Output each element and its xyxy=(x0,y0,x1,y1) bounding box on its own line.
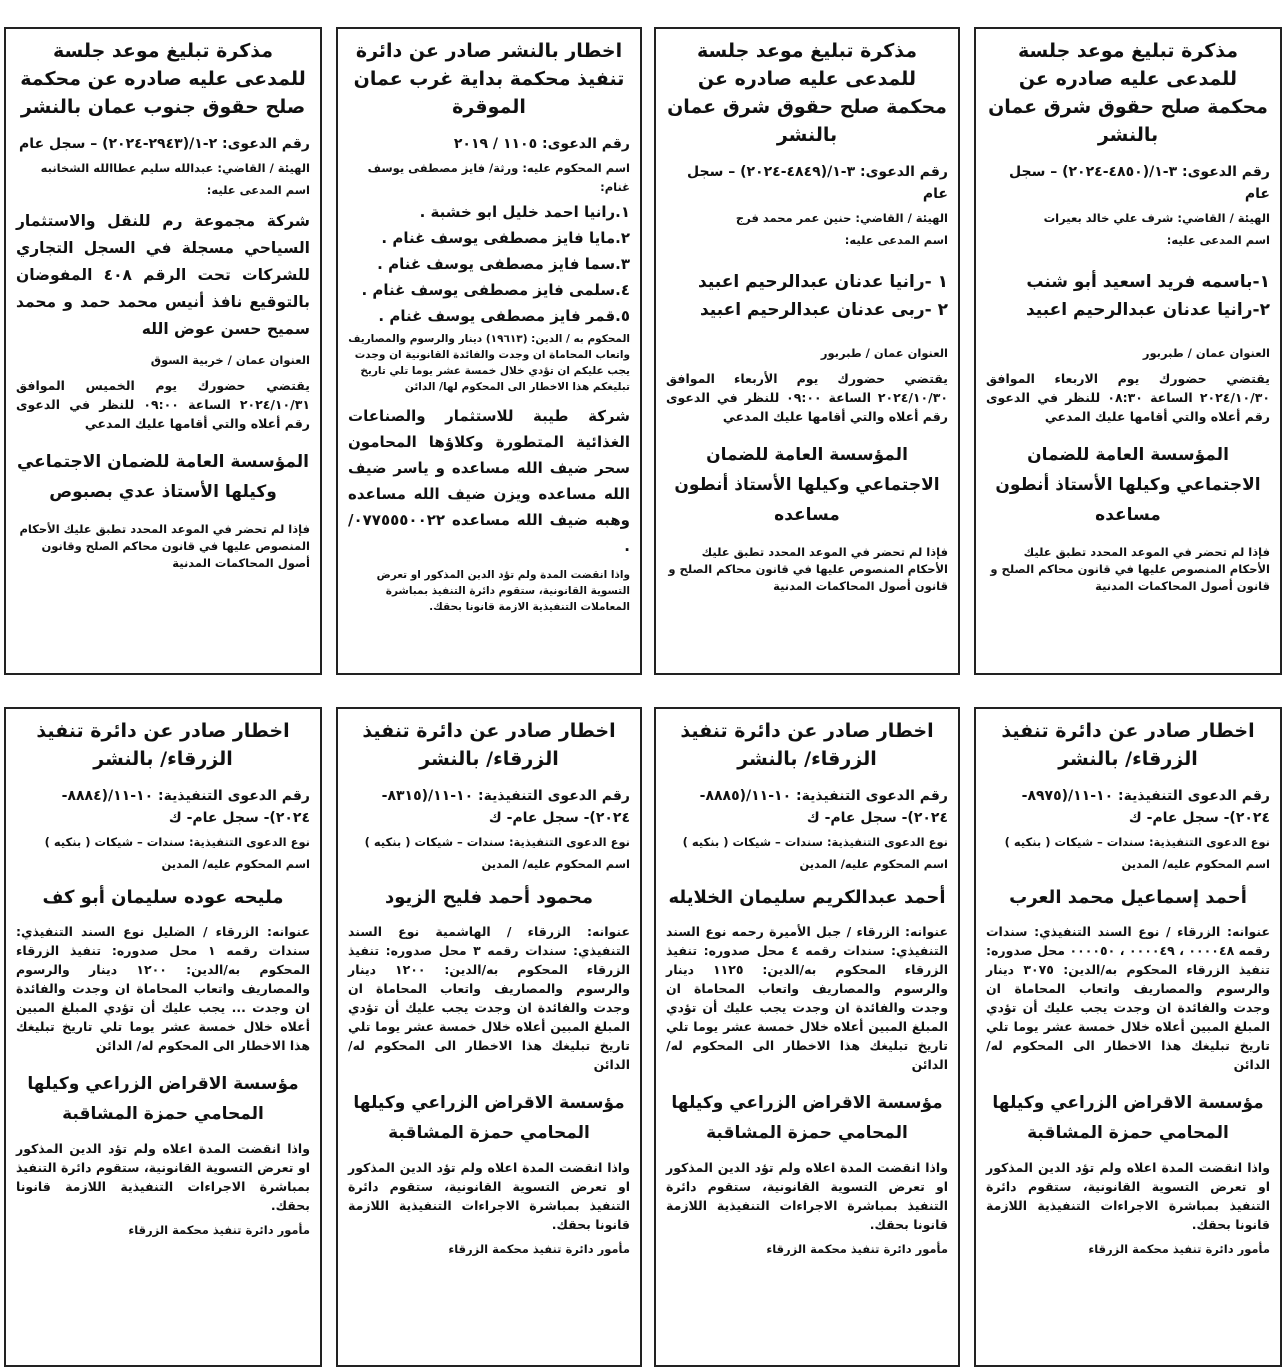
closing-text: واذا انقضت المدة اعلاه ولم تؤد الدين المذكور او تعرض التسوية القانونية، ستقوم دائرة التنفيذ بمباشرة الاجراءات التنفيذية اللازمة قانونا بحقك. xyxy=(16,1141,310,1213)
notice-title: مذكرة تبليغ موعد جلسة للمدعى عليه صادره عن محكمة صلح حقوق شرق عمان بالنشر xyxy=(988,40,1268,146)
notice-zarqa-8885 xyxy=(654,707,960,1367)
case-number: رقم الدعوى التنفيذية: ١٠-١١/(٨٨٨٤- ٢٠٢٤)- سجل عام- ك xyxy=(61,788,310,826)
debtor-3: ٣.سما فايز مصطفى يوسف غنام . xyxy=(377,255,630,273)
notice-east-amman-4850 xyxy=(974,27,1282,675)
notice-west-amman-execution xyxy=(336,27,642,675)
summons-text: يقتضي حضورك يوم الخميس الموافق ٢٠٢٤/١٠/٣١ الساعة ٠٩:٠٠ للنظر في الدعوى رقم أعلاه والتي أقامها عليك المدعي xyxy=(16,378,310,431)
summons-text: يقتضي حضورك يوم الاربعاء الموافق ٢٠٢٤/١٠/٣٠ الساعة ٠٨:٣٠ للنظر في الدعوى رقم أعلاه والتي أقامها عليك المدعي xyxy=(986,371,1270,424)
judge: الهيئة / القاضي: شرف علي خالد بعيرات xyxy=(1043,211,1270,225)
case-type: نوع الدعوى التنفيذية: سندات – شيكات ( بنكيه ) xyxy=(682,835,948,849)
closing-text: واذا انقضت المدة اعلاه ولم تؤد الدين المذكور او تعرض التسوية القانونية، ستقوم دائرة التنفيذ بمباشرة الاجراءات التنفيذية اللازمة قانونا بحقك. xyxy=(986,1160,1270,1232)
officer-signature: مأمور دائرة تنفيذ محكمة الزرقاء xyxy=(1088,1242,1270,1256)
officer-signature: مأمور دائرة تنفيذ محكمة الزرقاء xyxy=(766,1242,948,1256)
case-number: رقم الدعوى: ٣-١/(٤٨٥٠-٢٠٢٤) – سجل عام xyxy=(1009,164,1270,202)
notice-zarqa-8975 xyxy=(974,707,1282,1367)
judgment-debtor-label: اسم المحكوم عليه: ورثة/ فايز مصطفى يوسف غنام: xyxy=(367,161,630,194)
case-type: نوع الدعوى التنفيذية: سندات – شيكات ( بنكيه ) xyxy=(44,835,310,849)
address: العنوان عمان / خربية السوق xyxy=(150,353,310,367)
debtor-label: اسم المحكوم عليه/ المدين xyxy=(481,857,630,871)
creditor: مؤسسة الاقراض الزراعي وكيلها المحامي حمزة المشاقبة xyxy=(353,1093,625,1143)
debtor-1: ١.رانيا احمد خليل ابو خشبة . xyxy=(419,203,630,221)
address: العنوان عمان / طبربور xyxy=(1142,346,1270,360)
summons-text: يقتضي حضورك يوم الأربعاء الموافق ٢٠٢٤/١٠/٣٠ الساعة ٠٩:٠٠ للنظر في الدعوى رقم أعلاه والتي أقامها عليك المدعي xyxy=(666,371,948,424)
case-number: رقم الدعوى التنفيذية: ١٠-١١/(٨٣١٥- ٢٠٢٤)- سجل عام- ك xyxy=(381,788,630,826)
creditor: مؤسسة الاقراض الزراعي وكيلها المحامي حمزة المشاقبة xyxy=(671,1093,943,1143)
notice-title: اخطار صادر عن دائرة تنفيذ الزرقاء/ بالنشر xyxy=(362,720,616,770)
case-number: رقم الدعوى: ٢-١/(٢٩٤٣-٢٠٢٤) – سجل عام xyxy=(19,136,310,152)
creditor: مؤسسة الاقراض الزراعي وكيلها المحامي حمزة المشاقبة xyxy=(27,1074,299,1124)
defendant-label: اسم المدعى عليه: xyxy=(1166,233,1270,247)
judge: الهيئة / القاضي: عبدالله سليم عطاالله الشخانبه xyxy=(40,161,310,175)
notice-title: اخطار صادر عن دائرة تنفيذ الزرقاء/ بالنشر xyxy=(36,720,290,770)
debt-details: عنوانه: الزرقاء / الضليل نوع السند التنفيذي: سندات رقمه ١ محل صدوره: تنفيذ الزرقاء المحكوم به/الدين: ١٢٠٠ دينار والرسوم والمصاريف واتعاب المحاماة ان وجدت والفائدة ان وجدت ... يجب عليك أن تؤدي المبلغ المبين أعلاه خلال خمسة عشر يوما تلي تاريخ تبليغك هذا الاخطار الى المحكوم له/ الدائن xyxy=(16,924,310,1053)
judge: الهيئة / القاضي: حنين عمر محمد فرج xyxy=(735,211,948,225)
defendant-2: ٢ -ربى عدنان عبدالرحيم اعبيد xyxy=(699,300,948,320)
debtor-label: اسم المحكوم عليه/ المدين xyxy=(161,857,310,871)
creditor: شركة طيبة للاستثمار والصناعات الغذائية المتطورة وكلاؤها المحامون سحر ضيف الله مساعده و ياسر ضيف الله مساعده ويزن ضيف الله مساعده وهبه ضيف الله مساعده ٠٧٧٥٥٥٠٠٢٢/ . xyxy=(348,407,630,555)
defendant-label: اسم المدعى عليه: xyxy=(206,183,310,197)
debtor-label: اسم المحكوم عليه/ المدين xyxy=(799,857,948,871)
case-number: رقم الدعوى: ١١٠٥ / ٢٠١٩ xyxy=(453,136,630,152)
notice-south-amman-2943 xyxy=(4,27,322,675)
notice-zarqa-8884 xyxy=(4,707,322,1367)
closing-text: واذا انقضت المدة اعلاه ولم تؤد الدين المذكور او تعرض التسوية القانونية، ستقوم دائرة التنفيذ بمباشرة الاجراءات التنفيذية اللازمة قانونا بحقك. xyxy=(348,1160,630,1232)
debt-details: عنوانه: الزرقاء / الهاشمية نوع السند التنفيذي: سندات رقمه ٣ محل صدوره: تنفيذ الزرقاء المحكوم به/الدين: ١٢٠٠ دينار والرسوم والمصاريف واتعاب المحاماة ان وجدت والفائدة ان وجدت يجب عليك أن تؤدي المبلغ المبين أعلاه خلال خمسة عشر يوما تلي تاريخ تبليغك هذا الاخطار الى المحكوم له/ الدائن xyxy=(348,924,630,1072)
debt-details: عنوانه: الزرقاء / نوع السند التنفيذي: سندات رقمه ٠٠٠٠٤٨ ، ٠٠٠٠٤٩ ، ٠٠٠٠٥٠ محل صدوره: تنفيذ الزرقاء المحكوم به/الدين: ٣٠٧٥ دينار والرسوم والمصاريف واتعاب المحاماة ان وجدت والفائدة ان وجدت يجب عليك أن تؤدي المبلغ المبين أعلاه خلال خمسة عشر يوما تلي تاريخ تبليغك هذا الاخطار الى المحكوم له/ الدائن xyxy=(986,924,1271,1072)
case-number: رقم الدعوى: ٣-١/(٤٨٤٩-٢٠٢٤) – سجل عام xyxy=(687,164,948,202)
notice-title: مذكرة تبليغ موعد جلسة للمدعى عليه صادره عن محكمة صلح حقوق شرق عمان بالنشر xyxy=(667,40,947,146)
case-type: نوع الدعوى التنفيذية: سندات – شيكات ( بنكيه ) xyxy=(364,835,630,849)
notice-title: اخطار صادر عن دائرة تنفيذ الزرقاء/ بالنشر xyxy=(680,720,934,770)
notices-grid xyxy=(4,27,1282,1367)
notice-title: اخطار صادر عن دائرة تنفيذ الزرقاء/ بالنشر xyxy=(1001,720,1255,770)
warning-footer: فإذا لم تحضر في الموعد المحدد تطبق عليك الأحكام المنصوص عليها في قانون محاكم الصلح وقانون أصول المحاكمات المدنية xyxy=(19,522,310,570)
debtor-label: اسم المحكوم عليه/ المدين xyxy=(1121,857,1270,871)
case-type: نوع الدعوى التنفيذية: سندات – شيكات ( بنكيه ) xyxy=(1004,835,1270,849)
notice-title: اخطار بالنشر صادر عن دائرة تنفيذ محكمة بداية غرب عمان الموقرة xyxy=(353,40,625,118)
case-number: رقم الدعوى التنفيذية: ١٠-١١/(٨٩٧٥- ٢٠٢٤)- سجل عام- ك xyxy=(1021,788,1270,826)
debtor-name: أحمد إسماعيل محمد العرب xyxy=(1009,887,1247,908)
defendant-company: شركة مجموعة رم للنقل والاستثمار السياحي مسجلة في السجل التجاري للشركات تحت الرقم ٤٠٨ المفوضان بالتوقيع نافذ أنيس محمد حمد و محمد سميح حسن عوض الله xyxy=(16,212,310,338)
notice-title: مذكرة تبليغ موعد جلسة للمدعى عليه صادره عن محكمة صلح حقوق جنوب عمان بالنشر xyxy=(20,40,306,118)
debtor-5: ٥.قمر فايز مصطفى يوسف غنام . xyxy=(378,307,630,325)
notice-zarqa-8315 xyxy=(336,707,642,1367)
judgment-amount: المحكوم به / الدين: (١٩٦١٣) دينار والرسوم والمصاريف واتعاب المحاماة ان وجدت والفائدة القانونية ان وجدت يجب عليكم ان تؤدي خلال خمسة عشر يوما تلي تاريخ تبليغكم هذا الاخطار الى المحكوم لها/ الدائن xyxy=(348,333,630,393)
officer-signature: مأمور دائرة تنفيذ محكمة الزرقاء xyxy=(128,1223,310,1237)
debtor-name: أحمد عبدالكريم سليمان الخلايله xyxy=(668,887,946,908)
creditor: مؤسسة الاقراض الزراعي وكيلها المحامي حمزة المشاقبة xyxy=(992,1093,1264,1143)
debtor-name: مليحه عوده سليمان أبو كف xyxy=(42,887,284,908)
debtor-name: محمود أحمد فليح الزيود xyxy=(385,887,593,908)
notice-east-amman-4849 xyxy=(654,27,960,675)
address: العنوان عمان / طبربور xyxy=(820,346,948,360)
warning-footer: فإذا لم تحضر في الموعد المحدد تطبق عليك الأحكام المنصوص عليها في قانون محاكم الصلح و قانون أصول المحاكمات المدنية xyxy=(990,545,1270,593)
plaintiff: المؤسسة العامة للضمان الاجتماعي وكيلها الأستاذ عدي بصبوص xyxy=(16,452,309,502)
plaintiff: المؤسسة العامة للضمان الاجتماعي وكيلها الأستاذ أنطون مساعده xyxy=(995,445,1261,525)
officer-signature: مأمور دائرة تنفيذ محكمة الزرقاء xyxy=(448,1242,630,1256)
case-number: رقم الدعوى التنفيذية: ١٠-١١/(٨٨٨٥- ٢٠٢٤)- سجل عام- ك xyxy=(699,788,948,826)
plaintiff: المؤسسة العامة للضمان الاجتماعي وكيلها الأستاذ أنطون مساعده xyxy=(674,445,940,525)
closing-text: واذا انقضت المدة ولم تؤد الدين المذكور او تعرض التسوية القانونية، ستقوم دائرة التنفيذ بمباشرة المعاملات التنفيذية الازمة قانونا بحقك. xyxy=(376,569,630,613)
debtor-4: ٤.سلمى فايز مصطفى يوسف غنام . xyxy=(361,281,630,299)
defendant-2: ٢-رانيا عدنان عبدالرحيم اعبيد xyxy=(1025,300,1270,320)
debtor-2: ٢.مايا فايز مصطفى يوسف غنام . xyxy=(381,229,630,247)
defendant-1: ١ -رانيا عدنان عبدالرحيم اعبيد xyxy=(698,272,948,292)
defendant-1: ١-باسمه فريد اسعيد أبو شنب xyxy=(1026,272,1270,292)
defendant-label: اسم المدعى عليه: xyxy=(844,233,948,247)
warning-footer: فإذا لم تحضر في الموعد المحدد تطبق عليك الأحكام المنصوص عليها في قانون محاكم الصلح و قانون أصول المحاكمات المدنية xyxy=(668,545,948,593)
closing-text: واذا انقضت المدة اعلاه ولم تؤد الدين المذكور او تعرض التسوية القانونية، ستقوم دائرة التنفيذ بمباشرة الاجراءات التنفيذية اللازمة قانونا بحقك. xyxy=(666,1160,948,1232)
debt-details: عنوانه: الزرقاء / جبل الأميرة رحمه نوع السند التنفيذي: سندات رقمه ٤ محل صدوره: تنفيذ الزرقاء المحكوم به/الدين: ١١٢٥ دينار والرسوم والمصاريف واتعاب المحاماة ان وجدت والفائدة ان وجدت يجب عليك أن تؤدي المبلغ المبين أعلاه خلال خمسة عشر يوما تلي تاريخ تبليغك هذا الاخطار الى المحكوم له/ الدائن xyxy=(666,924,948,1072)
